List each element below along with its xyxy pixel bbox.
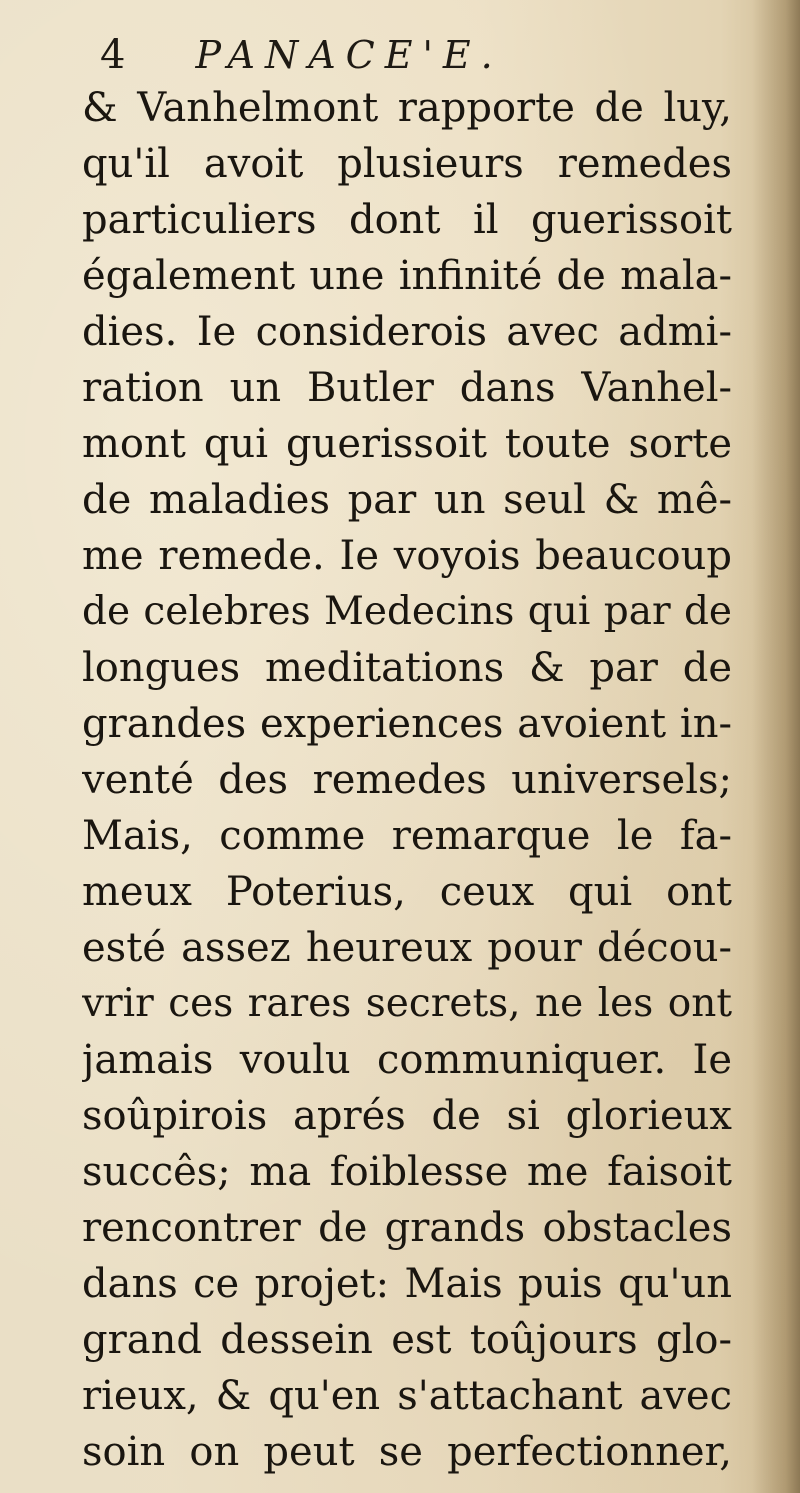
text-line: de maladies par un seul & mê- <box>82 477 732 523</box>
text-line: jamais voulu communiquer. Ie <box>82 1037 732 1083</box>
text-line: vrir ces rares secrets, ne les ont <box>82 981 732 1026</box>
text-line: esté assez heureux pour décou- <box>82 925 732 971</box>
text-line: rencontrer de grands obstacles <box>82 1205 732 1251</box>
text-line: également une infinité de mala- <box>82 253 732 299</box>
text-line: me remede. Ie voyois beaucoup <box>82 533 732 579</box>
text-line: Mais, comme remarque le fa- <box>82 813 732 859</box>
text-line: longues meditations & par de <box>82 645 732 691</box>
text-line: venté des remedes universels; <box>82 757 732 803</box>
text-line: soin on peut se perfectionner, <box>82 1429 732 1475</box>
text-line: mont qui guerissoit toute sorte <box>82 421 732 467</box>
text-line: grand dessein est toûjours glo- <box>82 1317 732 1363</box>
running-head: PANACE'E. <box>195 33 503 77</box>
text-line: meux Poterius, ceux qui ont <box>82 869 732 915</box>
body-text <box>82 80 732 1480</box>
text-line: particuliers dont il guerissoit <box>82 197 732 243</box>
text-line: de celebres Medecins qui par de <box>82 589 732 634</box>
text-line: grandes experiences avoient in- <box>82 701 732 747</box>
text-line: dies. Ie considerois avec admi- <box>82 309 732 355</box>
text-line: ration un Butler dans Vanhel- <box>82 365 732 411</box>
text-line: rieux, & qu'en s'attachant avec <box>82 1373 732 1419</box>
gutter-shadow <box>752 0 800 1493</box>
text-line: soûpirois aprés de si glorieux <box>82 1093 732 1139</box>
text-line: dans ce projet: Mais puis qu'un <box>82 1261 732 1307</box>
page-number: 4 <box>100 32 126 78</box>
text-line: qu'il avoit plusieurs remedes <box>82 141 732 187</box>
text-line: succês; ma foiblesse me faisoit <box>82 1149 732 1195</box>
text-line: & Vanhelmont rapporte de luy, <box>82 85 732 131</box>
